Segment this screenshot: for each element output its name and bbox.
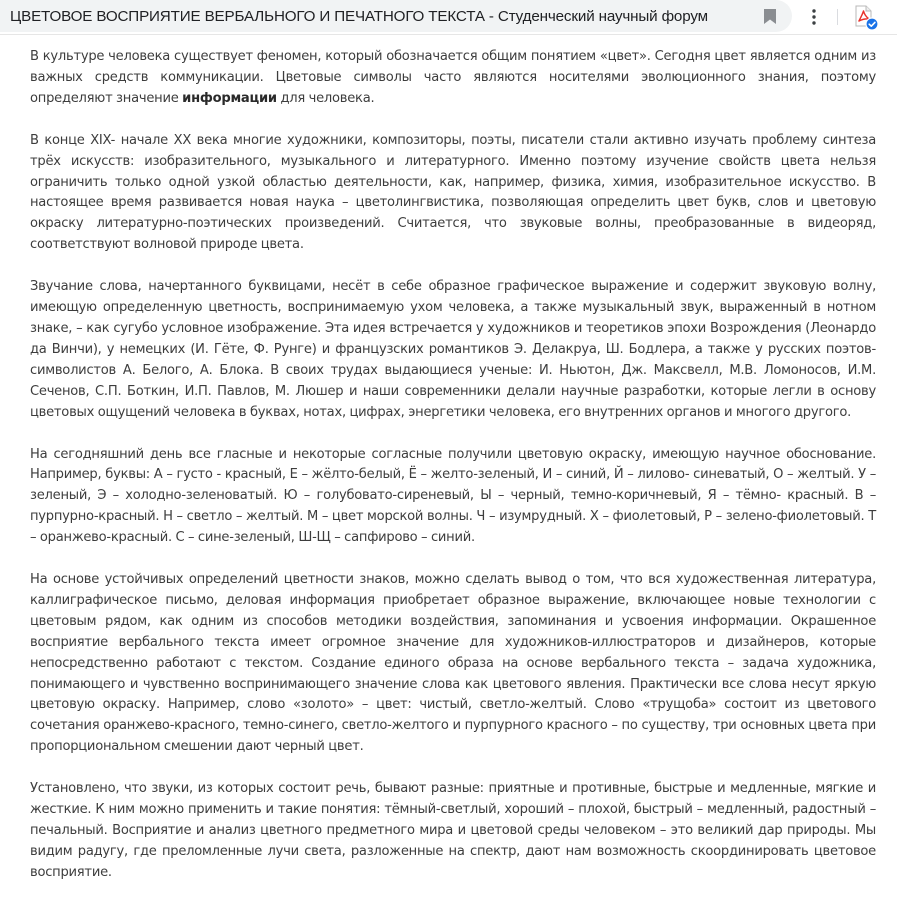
bold-term: информации [182,90,277,106]
paragraph-5: На основе устойчивых определений цветности знаков, можно сделать вывод о том, что вся художественная литература, каллиграфическое письмо, деловая информация приобретает образное выражение, включающее новые технологии с цветовым рядом, как одним из способов методики воздействия, запоминания и усвоения информации. Окрашенное восприятие вербального текста имеет огромное значение для художников-иллюстраторов и дизайнеров, которые непосредственно работают с текстом. Создание единого образа на основе вербального текста – задача художника, понимающего и чувственно воспринимающего значение слова как цветового явления. Практически все слова несут яркую цветовую окраску. Например, слово «золото» – цвет: чистый, светло-желтый. Слово «трущоба» состоит из цветового сочетания оранжево-красного, темно-синего, светло-желтого и пурпурного красного – по существу, три основных цвета при пропорциональном смешении дают черный цвет. [30,572,876,755]
paragraph-2: В конце XIX- начале XX века многие художники, композиторы, поэты, писатели стали активно изучать проблему синтеза трёх искусств: изобразительного, музыкального и литературного. Именно поэтому изучение свойств цвета нельзя ограничить только одной узкой областью деятельности, как, например, физика, химия, изобразительное искусство. В настоящее время развивается новая наука – цветолингвистика, позволяющая определить цвет букв, слов и цветовую окраску литературно-поэтических произведений. Считается, что звуковые волны, преобразованные в видеоряд, соответствуют волновой природе цвета. [30,132,876,253]
more-vert-icon[interactable] [806,7,822,27]
bookmark-icon[interactable] [764,9,776,24]
paragraph-1-text: В культуре человека существует феномен, который обозначается общим понятием «цвет». Сегодня цвет является одним из важных средств коммуникации. Цветовые символы часто являются носителями эволюционного знания, поэтому определяют значение [30,49,876,106]
paragraph-1-tail: для человека. [276,90,375,106]
page-title: ЦВЕТОВОЕ ВОСПРИЯТИЕ ВЕРБАЛЬНОГО И ПЕЧАТНОГО ТЕКСТА - Студенческий научный форум [10,8,708,25]
paragraph-3: Звучание слова, начертанного буквицами, несёт в себе образное графическое выражение и содержит звуковую волну, имеющую определенную цветность, воспринимаемую ухом человека, а также музыкальный звук, выраженный в нотном знаке, – как сугубо условное изображение. Эта идея встречается у художников и теоретиков эпохи Возрождения (Леонардо да Винчи), у немецких (И. Гёте, Ф. Рунге) и французских романтиков Э. Делакруа, Ш. Бодлера, а также у русских поэтов-символистов А. Белого, А. Блока. В своих трудах выдающиеся ученые: И. Ньютон, Дж. Максвелл, М.В. Ломоносов, И.М. Сеченов, С.П. Боткин, И.П. Павлов, М. Люшер и наши современники делали научные разработки, которые легли в основу цветовых ощущений человека в буквах, нотах, цифрах, энергетики человека, его внутренних органов и многого другого. [30,279,876,420]
paragraph-1 [30,47,876,110]
toolbar-divider [837,9,838,25]
document-title-bar [0,0,792,32]
pdf-extension-icon[interactable] [853,5,879,31]
paragraph-4: На сегодняшний день все гласные и некоторые согласные получили цветовую окраску, имеющую научное обоснование. Например, буквы: А – густо - красный, Е – жёлто-белый, Ё – желто-зеленый, И – синий, Й – лилово- синеватый, О – желтый. У – зеленый, Э – холодно-зеленоватый. Ю – голубовато-сиреневый, Ы – черный, темно-коричневый, Я – тёмно- красный. В – пурпурно-красный. Н – светло – желтый. М – цвет морской волны. Ч – изумрудный. Х – фиолетовый, Р – зелено-фиолетовый. Т – оранжево-красный. С – сине-зеленый, Ш-Щ – сапфирово – синий. [30,446,876,546]
paragraph-6: Установлено, что звуки, из которых состоит речь, бывают разные: приятные и противные, быстрые и медленные, мягкие и жесткие. К ним можно применить и такие понятия: тёмный-светлый, хороший – плохой, быстрый – медленный, радостный – печальный. Восприятие и анализ цветного предметного мира и цветовой среды человеком – это великий дар природы. Мы видим радугу, где преломленные лучи света, разложенные на спектр, дают нам возможность скоординировать цветовое восприятие. [30,781,876,880]
pdf-viewer-toolbar [0,0,897,35]
article-body [30,47,876,905]
